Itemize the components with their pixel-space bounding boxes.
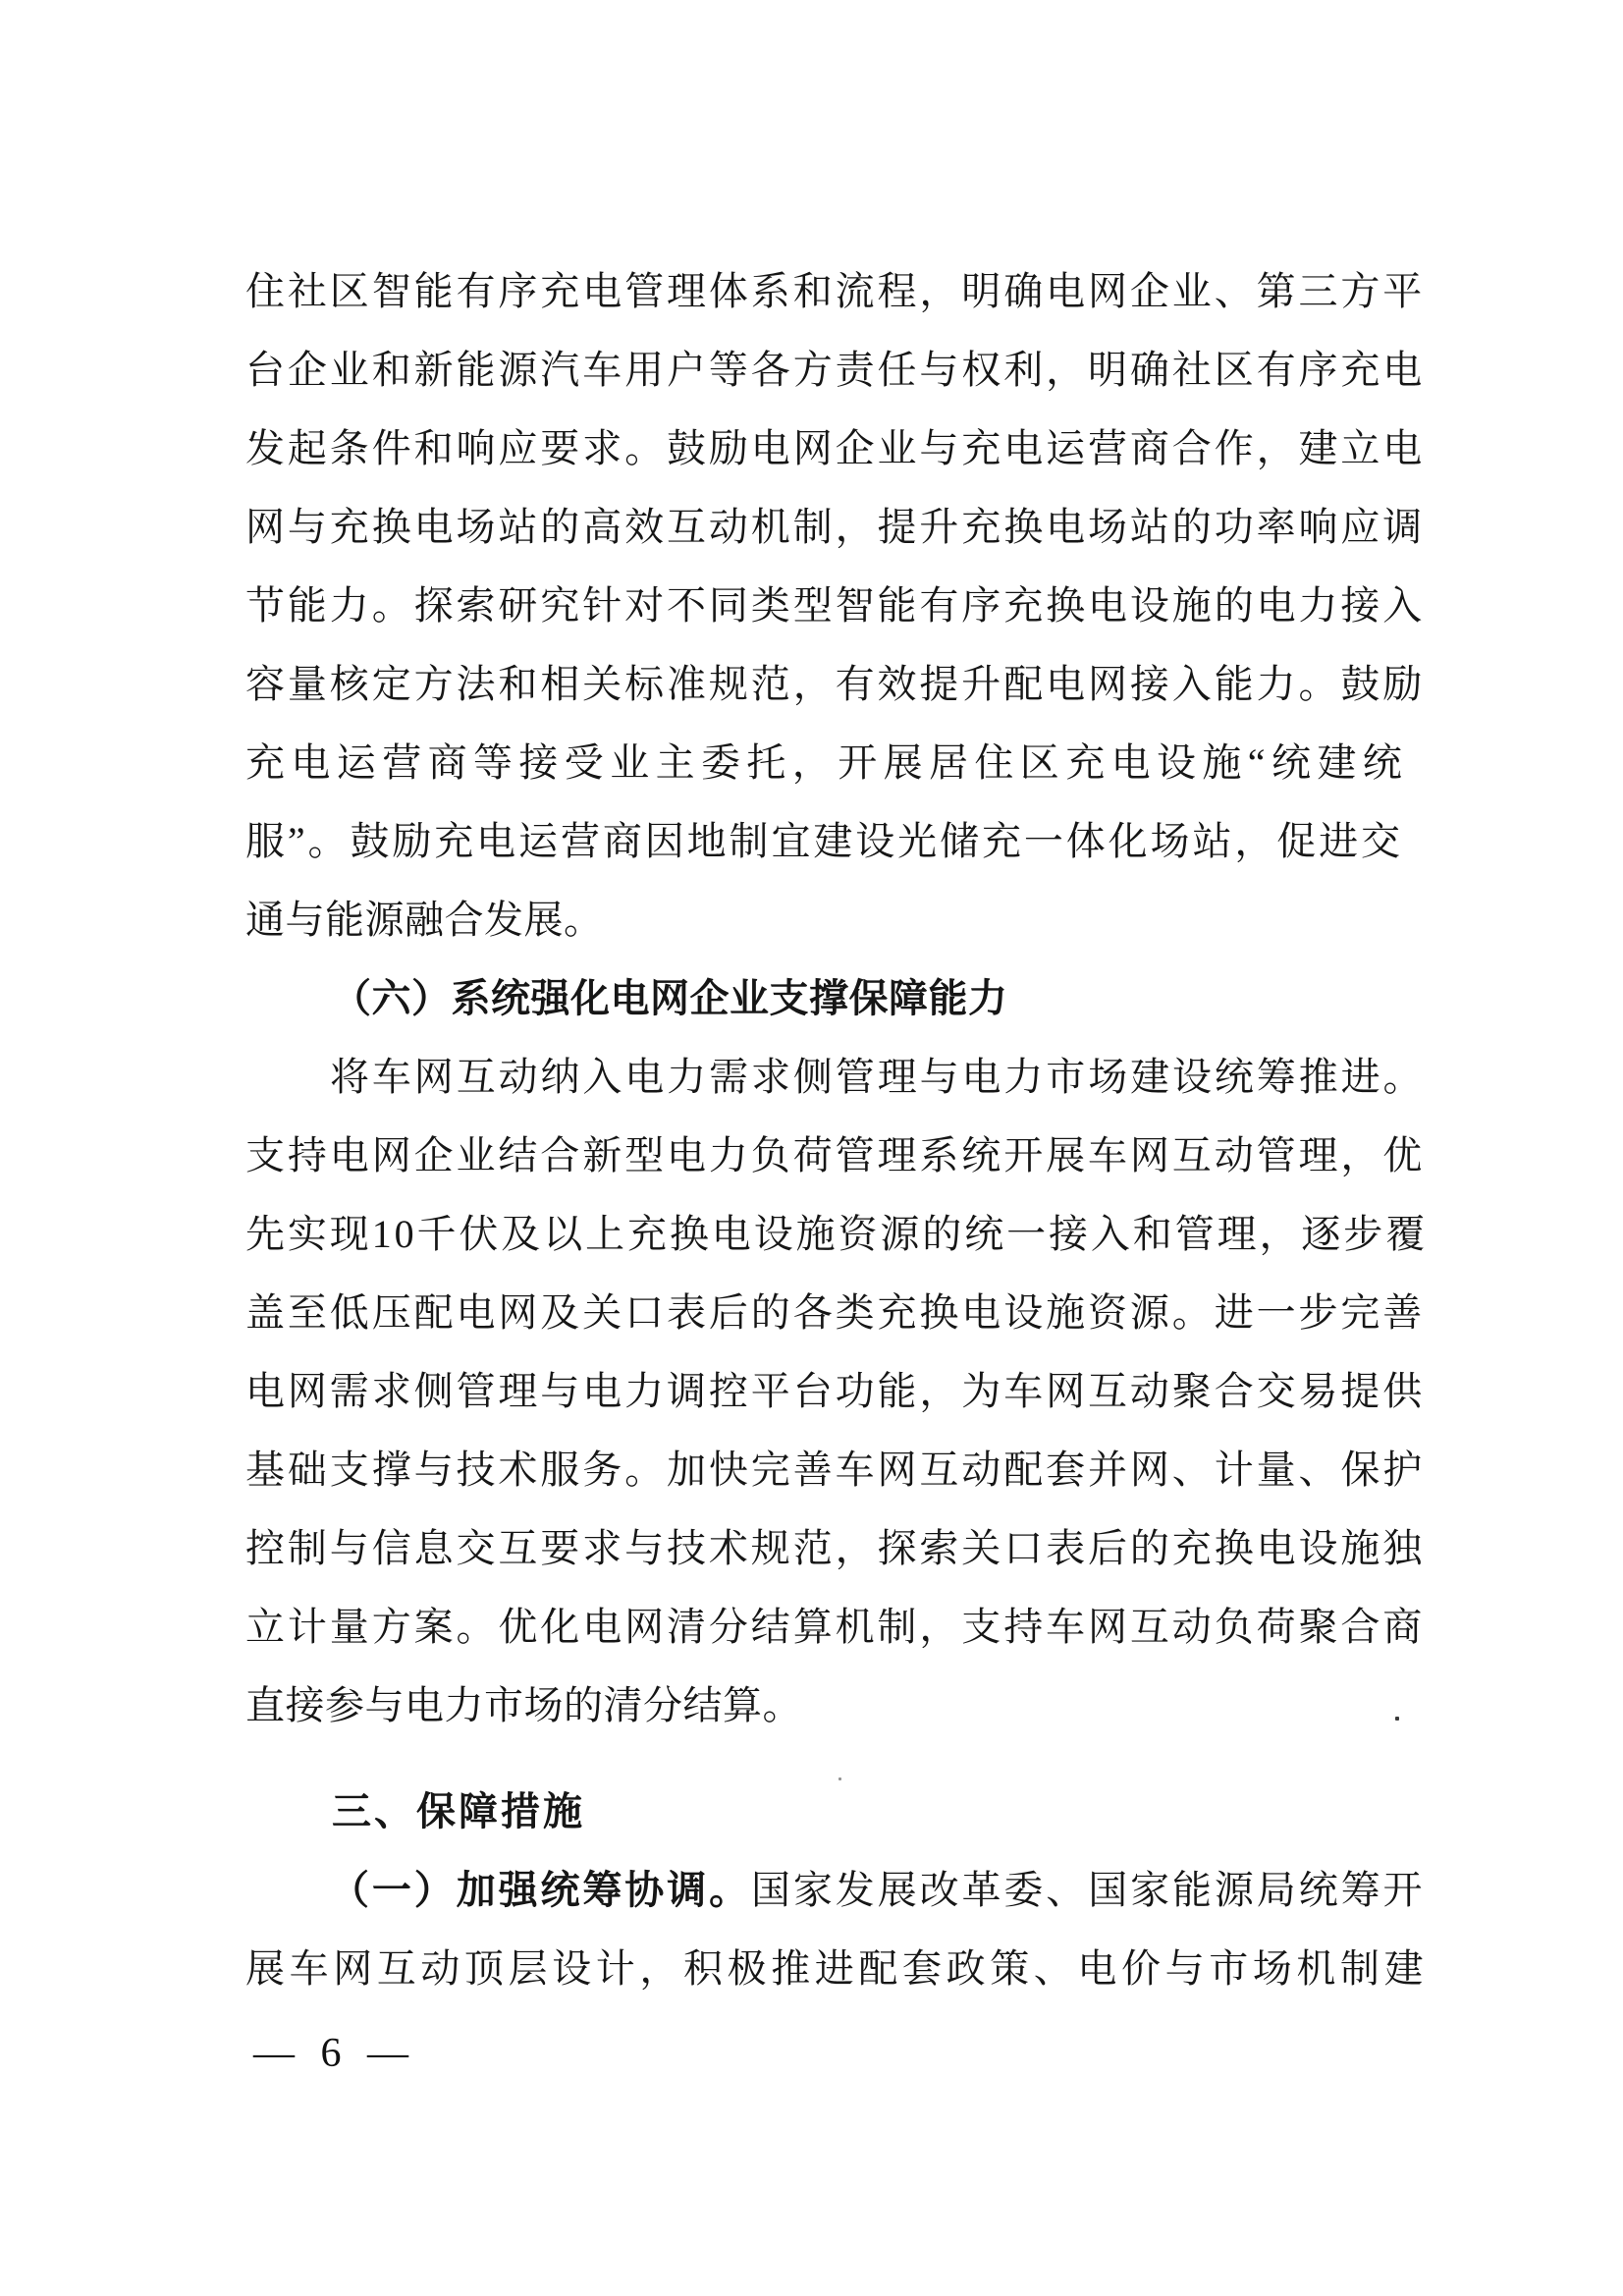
scan-speck: [839, 1777, 841, 1780]
body-line: 支持电网企业结合新型电力负荷管理系统开展车网互动管理，优: [245, 1133, 1426, 1177]
body-line: 容量核定方法和相关标准规范，有效提升配电网接入能力。鼓励: [245, 662, 1426, 706]
body-line: 充电运营商等接受业主委托，开展居住区充电设施“统建统: [245, 740, 1409, 785]
body-line: 控制与信息交互要求与技术规范，探索关口表后的充换电设施独: [245, 1526, 1426, 1570]
paragraph-lead-rest: 国家发展改革委、国家能源局统筹开: [751, 1868, 1426, 1912]
body-line: 住社区智能有序充电管理体系和流程，明确电网企业、第三方平: [245, 269, 1426, 313]
body-line: 网与充换电场站的高效互动机制，提升充换电场站的功率响应调: [245, 505, 1426, 549]
body-line: 台企业和新能源汽车用户等各方责任与权利，明确社区有序充电: [245, 348, 1426, 392]
body-line: 盖至低压配电网及关口表后的各类充换电设施资源。进一步完善: [245, 1290, 1426, 1335]
page-number: — 6 —: [253, 2031, 416, 2076]
section-heading-six: （六）系统强化电网企业支撑保障能力: [332, 977, 1008, 1020]
body-line: 立计量方案。优化电网清分结算机制，支持车网互动负荷聚合商: [245, 1605, 1426, 1649]
body-line: 先实现10千伏及以上充换电设施资源的统一接入和管理，逐步覆: [245, 1212, 1429, 1256]
body-line: 电网需求侧管理与电力调控平台功能，为车网互动聚合交易提供: [245, 1369, 1426, 1413]
body-line: 基础支撑与技术服务。加快完善车网互动配套并网、计量、保护: [245, 1448, 1426, 1492]
scan-speck: [1395, 1717, 1399, 1721]
body-line: 服”。鼓励充电运营商因地制宜建设光储充一体化场站，促进交: [245, 819, 1403, 863]
paragraph-lead-bold: （一）加强统筹协调。: [330, 1869, 751, 1912]
body-line: 展车网互动顶层设计，积极推进配套政策、电价与市场机制建: [245, 1946, 1429, 1991]
body-line: 将车网互动纳入电力需求侧管理与电力市场建设统筹推进。: [330, 1055, 1426, 1099]
body-line: [245, 1851, 1424, 1930]
document-body: [245, 252, 1429, 2008]
body-line: 通与能源融合发展。: [245, 898, 604, 942]
section-heading-three: 三、保障措施: [332, 1790, 585, 1833]
body-line: 发起条件和响应要求。鼓励电网企业与充电运营商合作，建立电: [245, 426, 1426, 470]
body-line: 节能力。探索研究针对不同类型智能有序充换电设施的电力接入: [245, 583, 1426, 628]
body-line: 直接参与电力市场的清分结算。: [245, 1683, 802, 1727]
